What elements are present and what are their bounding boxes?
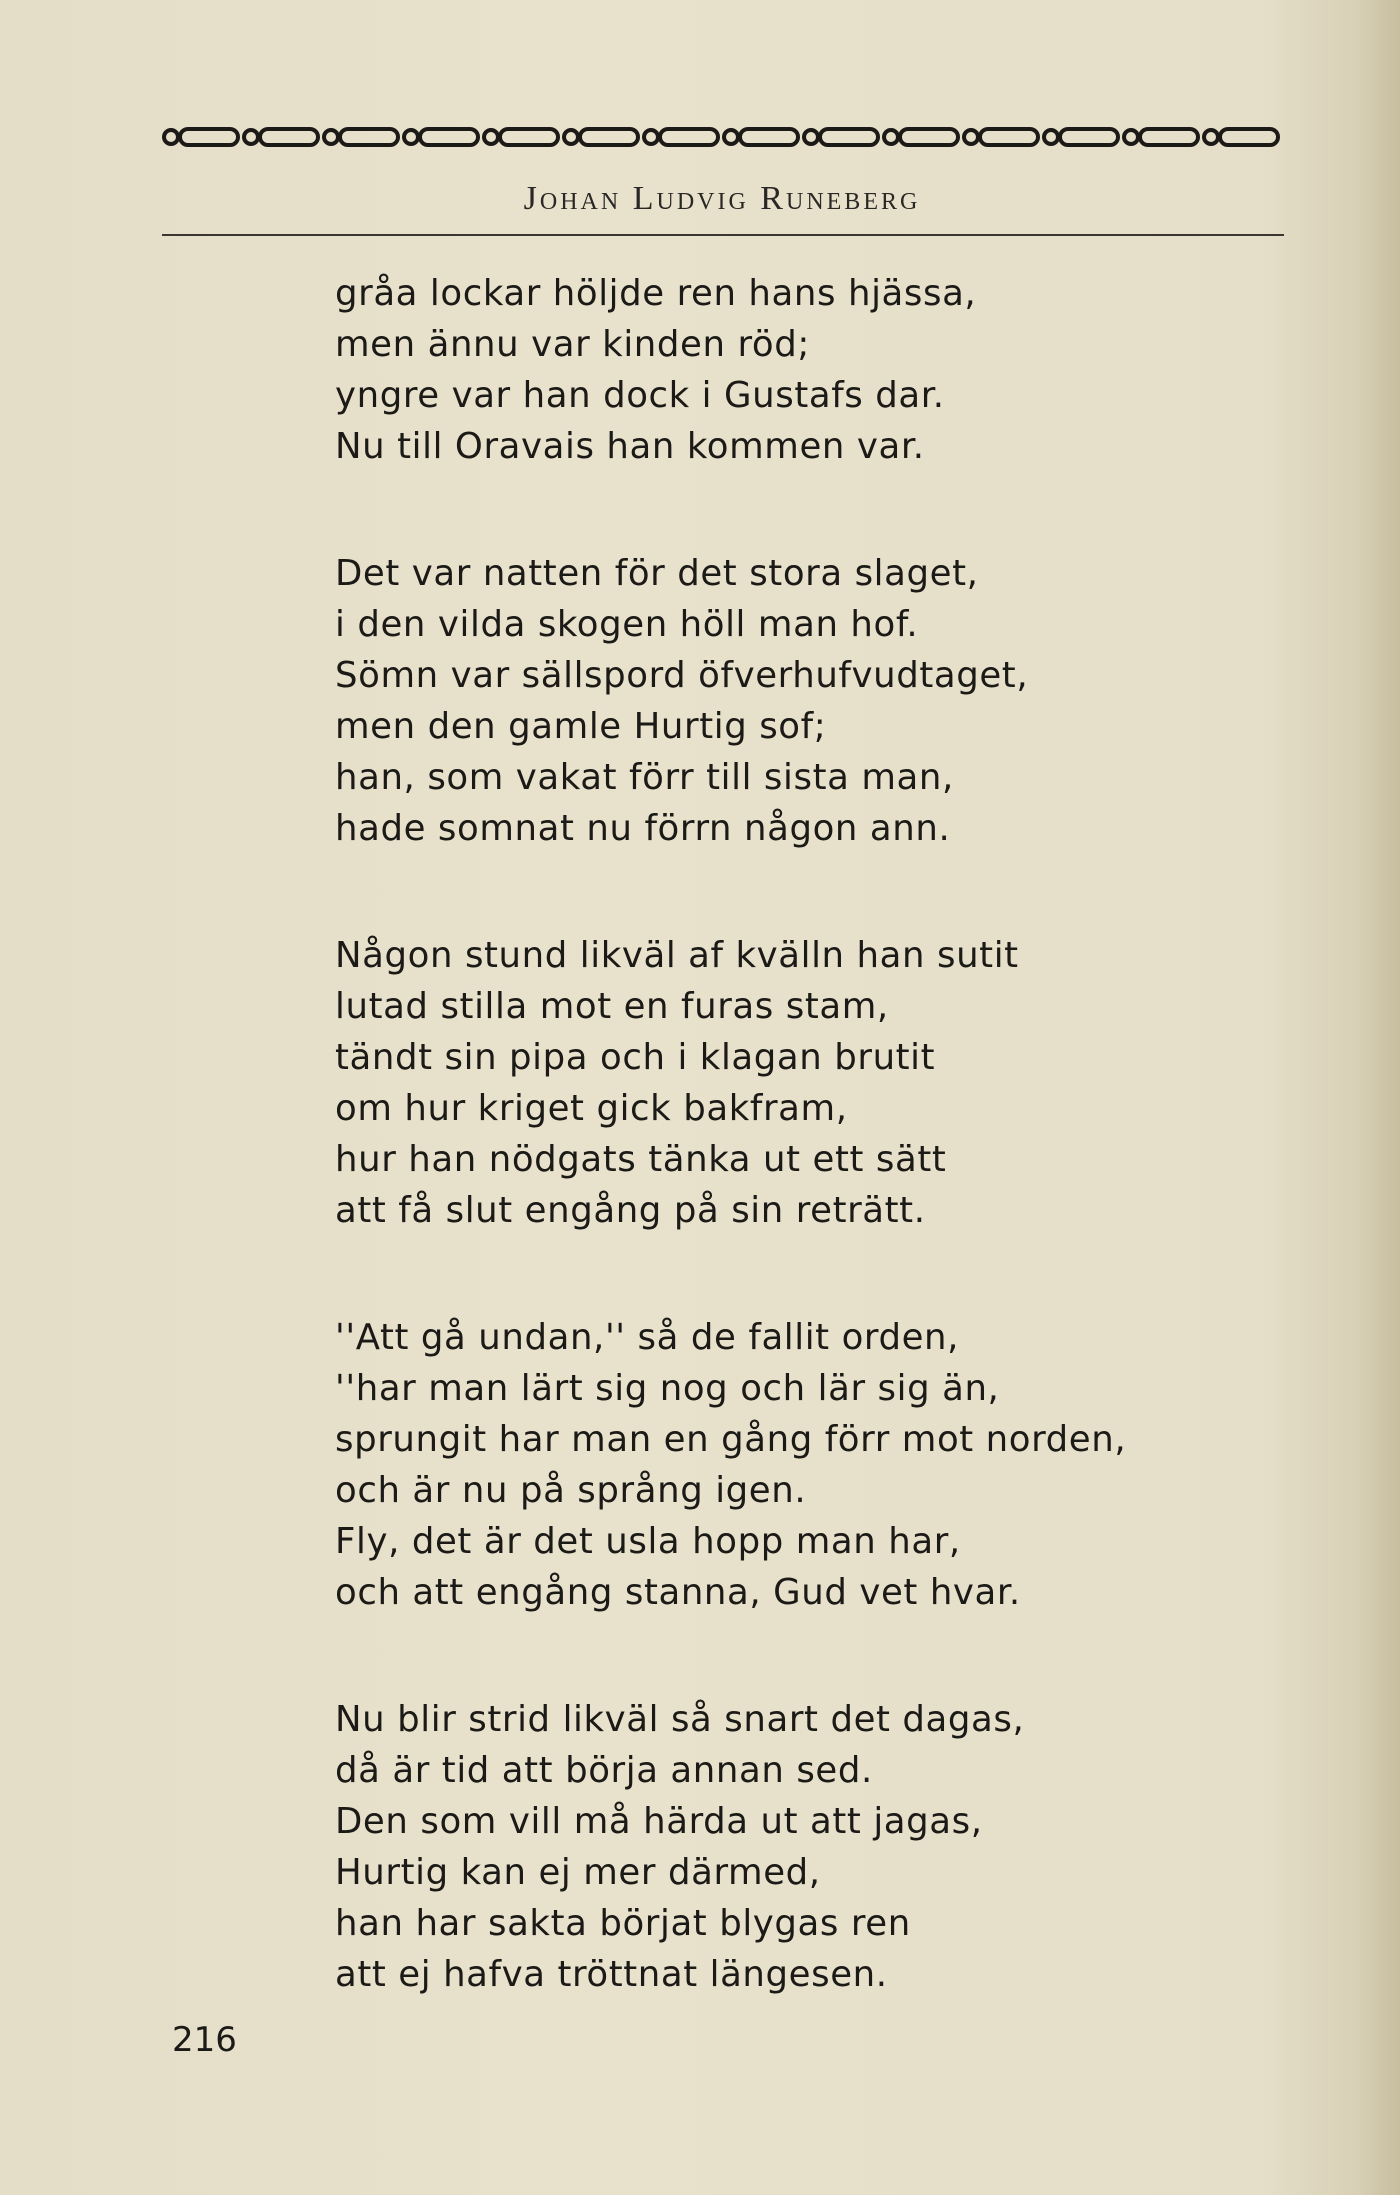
poem-line: och är nu på språng igen. (335, 1470, 807, 1511)
chain-link (900, 129, 958, 145)
stanza-5 (335, 1694, 1285, 2000)
chain-ring (404, 130, 418, 144)
chain-ring (804, 130, 818, 144)
poem-line: Sömn var sällspord öfverhufvudtaget, (335, 655, 1029, 696)
poem-line: yngre var han dock i Gustafs dar. (335, 375, 945, 416)
poem-line: ''Att gå undan,'' så de fallit orden, (335, 1317, 960, 1358)
stanza-1 (335, 268, 1285, 472)
poem-line: Nu till Oravais han kommen var. (335, 426, 925, 467)
chain-link (340, 129, 398, 145)
poem-line: men ännu var kinden röd; (335, 324, 810, 365)
chain-link (260, 129, 318, 145)
stanza-2 (335, 548, 1285, 854)
chain-link (500, 129, 558, 145)
chain-ring (164, 130, 178, 144)
poem-line: han har sakta börjat blygas ren (335, 1903, 911, 1944)
chain-link (1060, 129, 1118, 145)
poem-line: Det var natten för det stora slaget, (335, 553, 979, 594)
poem-line: han, som vakat förr till sista man, (335, 757, 954, 798)
poem-line: Någon stund likväl af kvälln han sutit (335, 935, 1019, 976)
chain-ring (484, 130, 498, 144)
chain-ring (884, 130, 898, 144)
chain-link (1220, 129, 1278, 145)
chain-link (180, 129, 238, 145)
poem-line: om hur kriget gick bakfram, (335, 1088, 848, 1129)
chain-link (980, 129, 1038, 145)
poem-line: att få slut engång på sin reträtt. (335, 1190, 926, 1231)
chain-ring (564, 130, 578, 144)
chain-link (740, 129, 798, 145)
poem-line: hur han nödgats tänka ut ett sätt (335, 1139, 947, 1180)
running-title-text: Johan Ludvig Runeberg (523, 180, 921, 217)
poem-line: att ej hafva tröttnat längesen. (335, 1954, 888, 1995)
header-rule (162, 234, 1284, 236)
running-title (160, 180, 1284, 218)
stanza-4 (335, 1312, 1285, 1618)
poem-line: Den som vill må härda ut att jagas, (335, 1801, 983, 1842)
chain-link (820, 129, 878, 145)
poem-line: hade somnat nu förrn någon ann. (335, 808, 951, 849)
poem-line: Nu blir strid likväl så snart det dagas, (335, 1699, 1025, 1740)
poem-line: i den vilda skogen höll man hof. (335, 604, 919, 645)
chain-ring (964, 130, 978, 144)
chain-ring (324, 130, 338, 144)
poem-body (335, 268, 1285, 2076)
poem-line: Hurtig kan ej mer därmed, (335, 1852, 821, 1893)
page-number: 216 (172, 2020, 237, 2060)
poem-line: och att engång stanna, Gud vet hvar. (335, 1572, 1021, 1613)
poem-line: då är tid att börja annan sed. (335, 1750, 873, 1791)
chain-ring (1124, 130, 1138, 144)
poem-line: men den gamle Hurtig sof; (335, 706, 827, 747)
chain-link (420, 129, 478, 145)
poem-line: tändt sin pipa och i klagan brutit (335, 1037, 936, 1078)
chain-ring (1204, 130, 1218, 144)
stanza-3 (335, 930, 1285, 1236)
chain-ring (644, 130, 658, 144)
chain-link (580, 129, 638, 145)
chain-ring (244, 130, 258, 144)
poem-line: lutad stilla mot en furas stam, (335, 986, 889, 1027)
poem-line: ''har man lärt sig nog och lär sig än, (335, 1368, 1000, 1409)
chain-link (660, 129, 718, 145)
poem-line: sprungit har man en gång förr mot norden, (335, 1419, 1127, 1460)
chain-link (1140, 129, 1198, 145)
chain-ornament (162, 124, 1282, 150)
poem-line: gråa lockar höljde ren hans hjässa, (335, 273, 977, 314)
poem-line: Fly, det är det usla hopp man har, (335, 1521, 961, 1562)
chain-ring (1044, 130, 1058, 144)
chain-ring (724, 130, 738, 144)
